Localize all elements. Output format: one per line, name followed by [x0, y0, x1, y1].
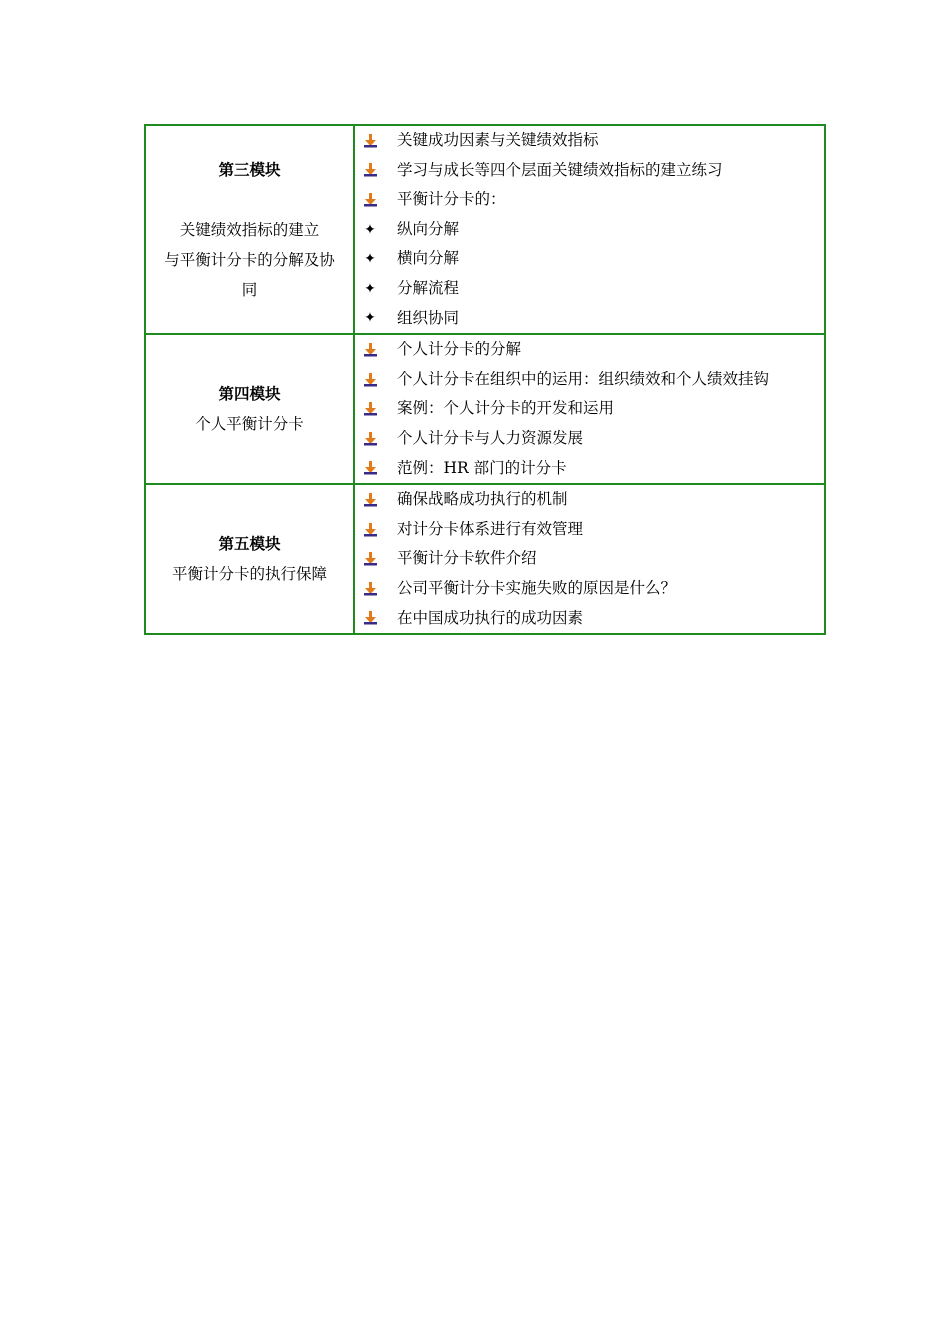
star-bullet-icon: ✦ — [364, 310, 376, 327]
arrow-down-bullet-icon — [363, 185, 377, 215]
arrow-down-bullet-icon — [363, 454, 377, 484]
list-item — [355, 454, 824, 484]
arrow-down-bullet-icon — [363, 574, 377, 604]
list-item-text: 纵向分解 — [397, 219, 460, 238]
star-bullet-icon: ✦ — [364, 251, 376, 268]
arrow-down-bullet-icon — [363, 365, 377, 395]
list-item-text: 平衡计分卡软件介绍 — [397, 549, 537, 568]
list-item-text: 公司平衡计分卡实施失败的原因是什么？ — [397, 578, 677, 597]
list-item — [355, 335, 824, 365]
list-item-text: 横向分解 — [397, 249, 460, 268]
module-title: 第五模块 — [218, 534, 281, 554]
list-item — [355, 156, 824, 186]
arrow-down-bullet-icon — [363, 544, 377, 574]
module-5-item-list — [355, 485, 824, 633]
list-item-text: 在中国成功执行的成功因素 — [397, 608, 584, 627]
module-3-heading-cell — [145, 125, 354, 334]
list-item-text: 学习与成长等四个层面关键绩效指标的建立练习 — [397, 160, 723, 179]
list-item — [355, 485, 824, 515]
list-item-text: 案例：个人计分卡的开发和运用 — [397, 399, 615, 418]
module-desc-line: 个人平衡计分卡 — [195, 415, 304, 434]
module-row-3 — [145, 125, 825, 334]
module-desc-line: 与平衡计分卡的分解及协 — [164, 250, 335, 269]
module-desc-line: 平衡计分卡的执行保障 — [171, 565, 327, 584]
list-item-text: 组织协同 — [397, 308, 460, 327]
arrow-down-bullet-icon — [363, 394, 377, 424]
spacer — [146, 185, 353, 215]
list-item-text: 个人计分卡在组织中的运用：组织绩效和个人绩效挂钩 — [397, 369, 770, 388]
list-item-text: 关键成功因素与关键绩效指标 — [397, 131, 599, 149]
list-item — [355, 244, 824, 274]
list-item — [355, 215, 824, 245]
list-item — [355, 544, 824, 574]
list-item — [355, 394, 824, 424]
module-desc-line: 关键绩效指标的建立 — [179, 220, 320, 239]
arrow-down-bullet-icon — [363, 604, 377, 634]
list-item-text: 平衡计分卡的： — [397, 190, 506, 209]
list-item — [355, 126, 824, 156]
list-item — [355, 185, 824, 215]
module-row-4 — [145, 334, 825, 484]
module-title: 第四模块 — [218, 384, 281, 404]
list-item-text: 个人计分卡的分解 — [397, 340, 522, 359]
module-desc-line: 同 — [241, 280, 258, 299]
module-4-items-cell — [354, 334, 825, 484]
list-item — [355, 604, 824, 634]
module-table — [144, 124, 826, 635]
module-5-items-cell — [354, 484, 825, 634]
module-row-5 — [145, 484, 825, 634]
arrow-down-bullet-icon — [363, 156, 377, 186]
list-item-text: 确保战略成功执行的机制 — [397, 490, 568, 509]
list-item-text: 分解流程 — [397, 278, 460, 297]
module-5-heading-cell — [145, 484, 354, 634]
module-4-item-list — [355, 335, 824, 483]
arrow-down-bullet-icon — [363, 515, 377, 545]
list-item — [355, 365, 824, 395]
star-bullet-icon: ✦ — [364, 221, 376, 238]
arrow-down-bullet-icon — [363, 424, 377, 454]
module-3-items-cell — [354, 125, 825, 334]
arrow-down-bullet-icon — [363, 485, 377, 515]
list-item-text: 对计分卡体系进行有效管理 — [397, 519, 584, 538]
star-bullet-icon: ✦ — [364, 280, 376, 297]
list-item — [355, 274, 824, 304]
list-item-text: 范例：HR 部门的计分卡 — [397, 458, 567, 477]
module-3-item-list — [355, 126, 824, 333]
arrow-down-bullet-icon — [363, 335, 377, 365]
arrow-down-bullet-icon — [363, 126, 377, 156]
list-item-text: 个人计分卡与人力资源发展 — [397, 428, 584, 447]
module-4-heading-cell — [145, 334, 354, 484]
list-item — [355, 574, 824, 604]
list-item — [355, 304, 824, 334]
list-item — [355, 515, 824, 545]
list-item — [355, 424, 824, 454]
module-title: 第三模块 — [218, 159, 281, 179]
